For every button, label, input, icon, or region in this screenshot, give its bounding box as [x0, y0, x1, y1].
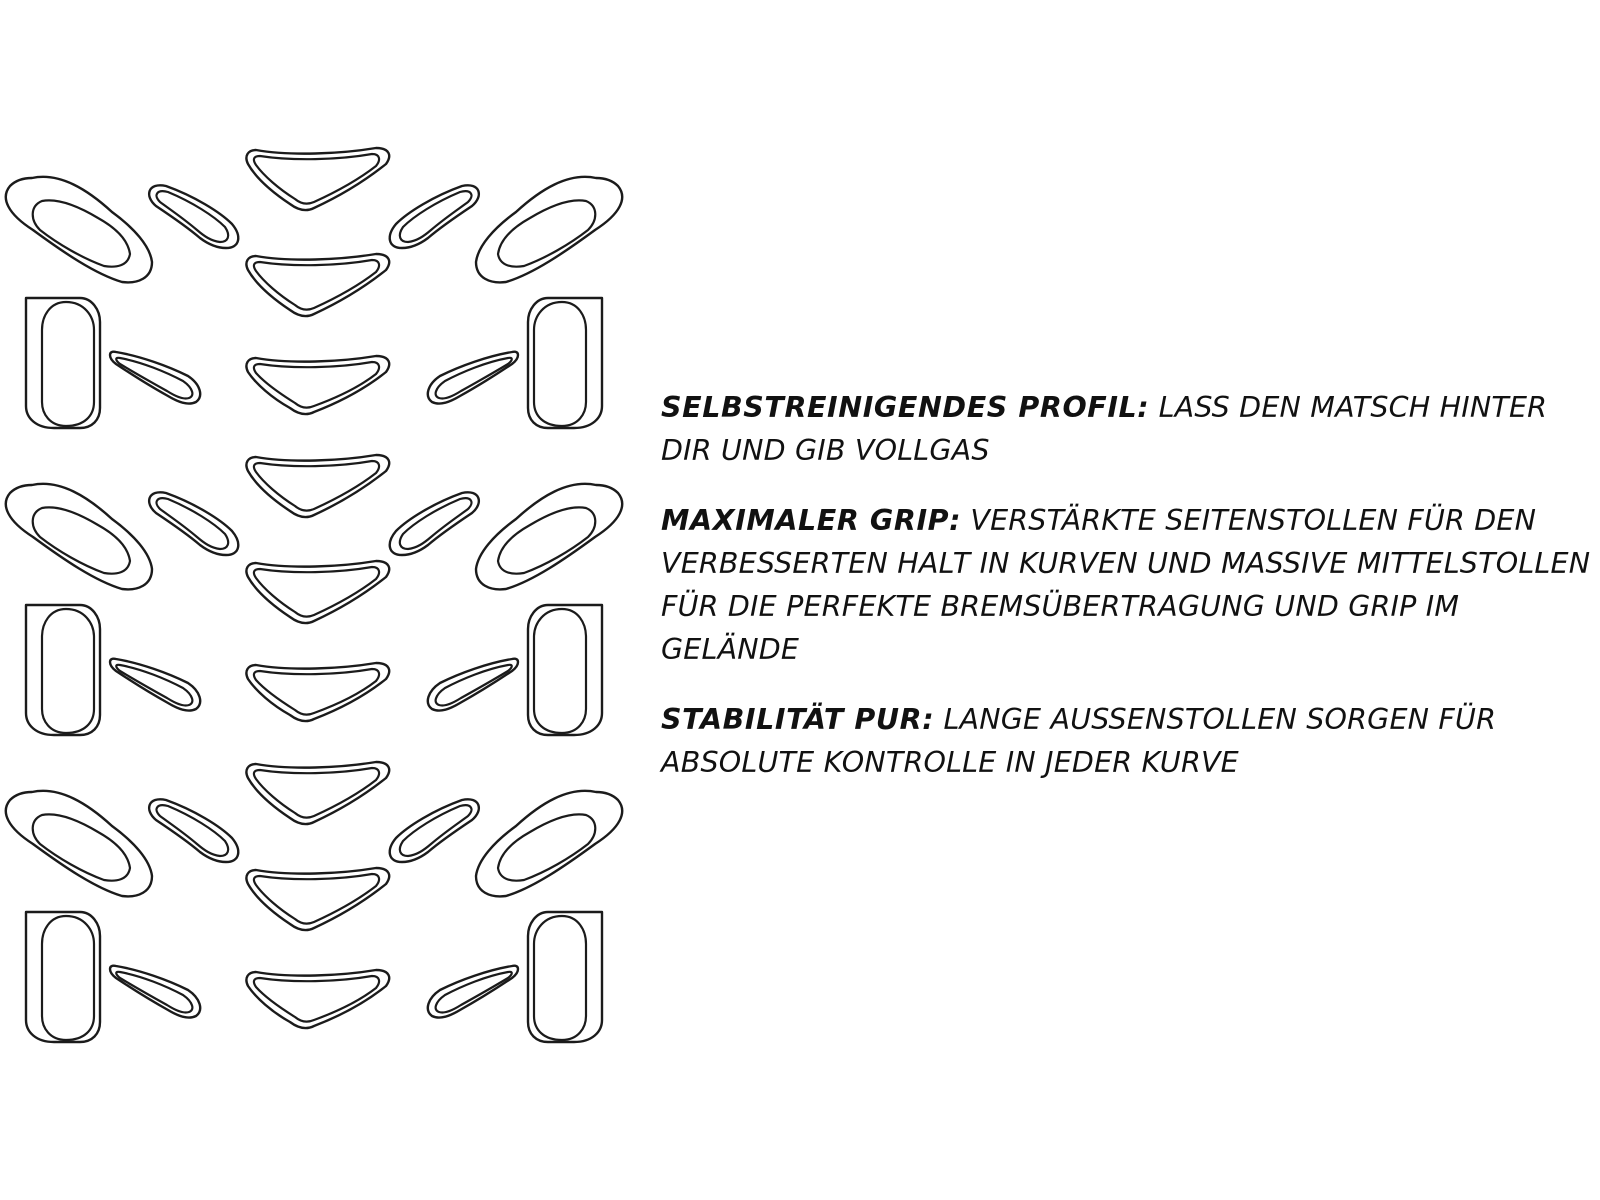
knob-inner-line	[498, 507, 595, 573]
knob-inner-line	[254, 567, 379, 617]
feature-title: STABILITÄT PUR:	[661, 703, 935, 736]
outer-side-knob	[6, 177, 152, 283]
knob-outline	[390, 799, 479, 862]
shoulder-knob	[149, 185, 238, 248]
middle-knob	[110, 659, 200, 711]
knob-inner-line	[254, 669, 379, 715]
center-knob	[246, 762, 389, 824]
knob-outline	[476, 484, 622, 590]
outer-side-knob	[6, 791, 152, 897]
knob-inner-line	[116, 665, 192, 706]
knob-inner-line	[498, 200, 595, 266]
center-knob	[246, 148, 389, 210]
feature-title: SELBSTREINIGENDES PROFIL:	[661, 391, 1150, 424]
knob-outline	[26, 605, 100, 735]
center-knob	[246, 868, 389, 930]
block-knob	[26, 298, 100, 428]
feature-list	[661, 386, 1596, 811]
middle-knob	[428, 659, 518, 711]
knob-outline	[476, 791, 622, 897]
knob-inner-line	[42, 609, 94, 733]
middle-knob	[428, 966, 518, 1018]
outer-side-knob	[476, 177, 622, 283]
knob-inner-line	[116, 972, 192, 1013]
feature-title: MAXIMALER GRIP:	[661, 504, 962, 537]
tire-tread-diagram	[0, 0, 640, 1200]
center-knobs	[246, 762, 389, 1028]
center-knob	[246, 356, 389, 414]
shoulder-knob	[390, 185, 479, 248]
feature-self-cleaning	[661, 386, 1596, 472]
center-knob	[246, 455, 389, 517]
knob-inner-line	[436, 358, 512, 399]
knob-inner-line	[534, 916, 586, 1040]
knob-outline	[390, 492, 479, 555]
knob-inner-line	[400, 498, 472, 549]
knob-outline	[528, 298, 602, 428]
knob-inner-line	[33, 507, 130, 573]
middle-knob	[110, 966, 200, 1018]
knob-inner-line	[116, 358, 192, 399]
left-knobs	[6, 791, 238, 1042]
block-knob	[528, 912, 602, 1042]
left-knobs	[6, 484, 238, 735]
feature-text: LASS DEN MATSCH HINTER DIR UND GIB VOLLGAS	[661, 391, 1548, 467]
left-knobs	[6, 177, 238, 428]
knob-outline	[390, 185, 479, 248]
block-knob	[528, 605, 602, 735]
feature-text: LANGE AUSSENSTOLLEN SORGEN FÜR ABSOLUTE KONTROLLE IN JEDER KURVE	[661, 703, 1497, 779]
knob-outline	[6, 484, 152, 590]
knob-outline	[26, 912, 100, 1042]
knob-outline	[6, 791, 152, 897]
knob-inner-line	[254, 362, 379, 408]
right-knobs	[390, 484, 622, 735]
knob-inner-line	[254, 154, 379, 204]
knob-inner-line	[400, 191, 472, 242]
knob-inner-line	[33, 200, 130, 266]
center-knobs	[246, 148, 389, 414]
feature-text: VERSTÄRKTE SEITENSTOLLEN FÜR DEN VERBESSERTEN HALT IN KURVEN UND MASSIVE MITTELSTOLLEN FÜR DIE PERFEKTE BREMSÜBERTRAGUNG UND GRIP IM GELÄNDE	[661, 504, 1591, 666]
knob-outline	[476, 177, 622, 283]
feature-stability	[661, 698, 1596, 784]
tread-row	[6, 455, 622, 735]
knob-inner-line	[436, 972, 512, 1013]
knob-outline	[149, 492, 238, 555]
knob-outline	[528, 605, 602, 735]
shoulder-knob	[390, 799, 479, 862]
shoulder-knob	[149, 492, 238, 555]
feature-max-grip	[661, 499, 1596, 671]
outer-side-knob	[476, 791, 622, 897]
tread-row	[6, 148, 622, 428]
knob-inner-line	[42, 916, 94, 1040]
knob-inner-line	[42, 302, 94, 426]
knob-inner-line	[254, 976, 379, 1022]
outer-side-knob	[476, 484, 622, 590]
center-knob	[246, 561, 389, 623]
center-knobs	[246, 455, 389, 721]
knob-inner-line	[157, 191, 229, 242]
knob-inner-line	[157, 498, 229, 549]
knob-outline	[149, 799, 238, 862]
middle-knob	[428, 352, 518, 404]
knob-outline	[149, 185, 238, 248]
block-knob	[26, 605, 100, 735]
knob-outline	[26, 298, 100, 428]
knob-inner-line	[157, 805, 229, 856]
block-knob	[528, 298, 602, 428]
knob-inner-line	[254, 874, 379, 924]
knob-outline	[528, 912, 602, 1042]
center-knob	[246, 663, 389, 721]
knob-inner-line	[534, 302, 586, 426]
knob-inner-line	[254, 768, 379, 818]
right-knobs	[390, 177, 622, 428]
shoulder-knob	[390, 492, 479, 555]
middle-knob	[110, 352, 200, 404]
block-knob	[26, 912, 100, 1042]
knob-inner-line	[33, 814, 130, 880]
shoulder-knob	[149, 799, 238, 862]
knob-inner-line	[498, 814, 595, 880]
outer-side-knob	[6, 484, 152, 590]
center-knob	[246, 970, 389, 1028]
knob-inner-line	[254, 260, 379, 310]
knob-outline	[6, 177, 152, 283]
knob-inner-line	[436, 665, 512, 706]
knob-inner-line	[534, 609, 586, 733]
knob-inner-line	[254, 461, 379, 511]
tread-row	[6, 762, 622, 1042]
right-knobs	[390, 791, 622, 1042]
center-knob	[246, 254, 389, 316]
knob-inner-line	[400, 805, 472, 856]
